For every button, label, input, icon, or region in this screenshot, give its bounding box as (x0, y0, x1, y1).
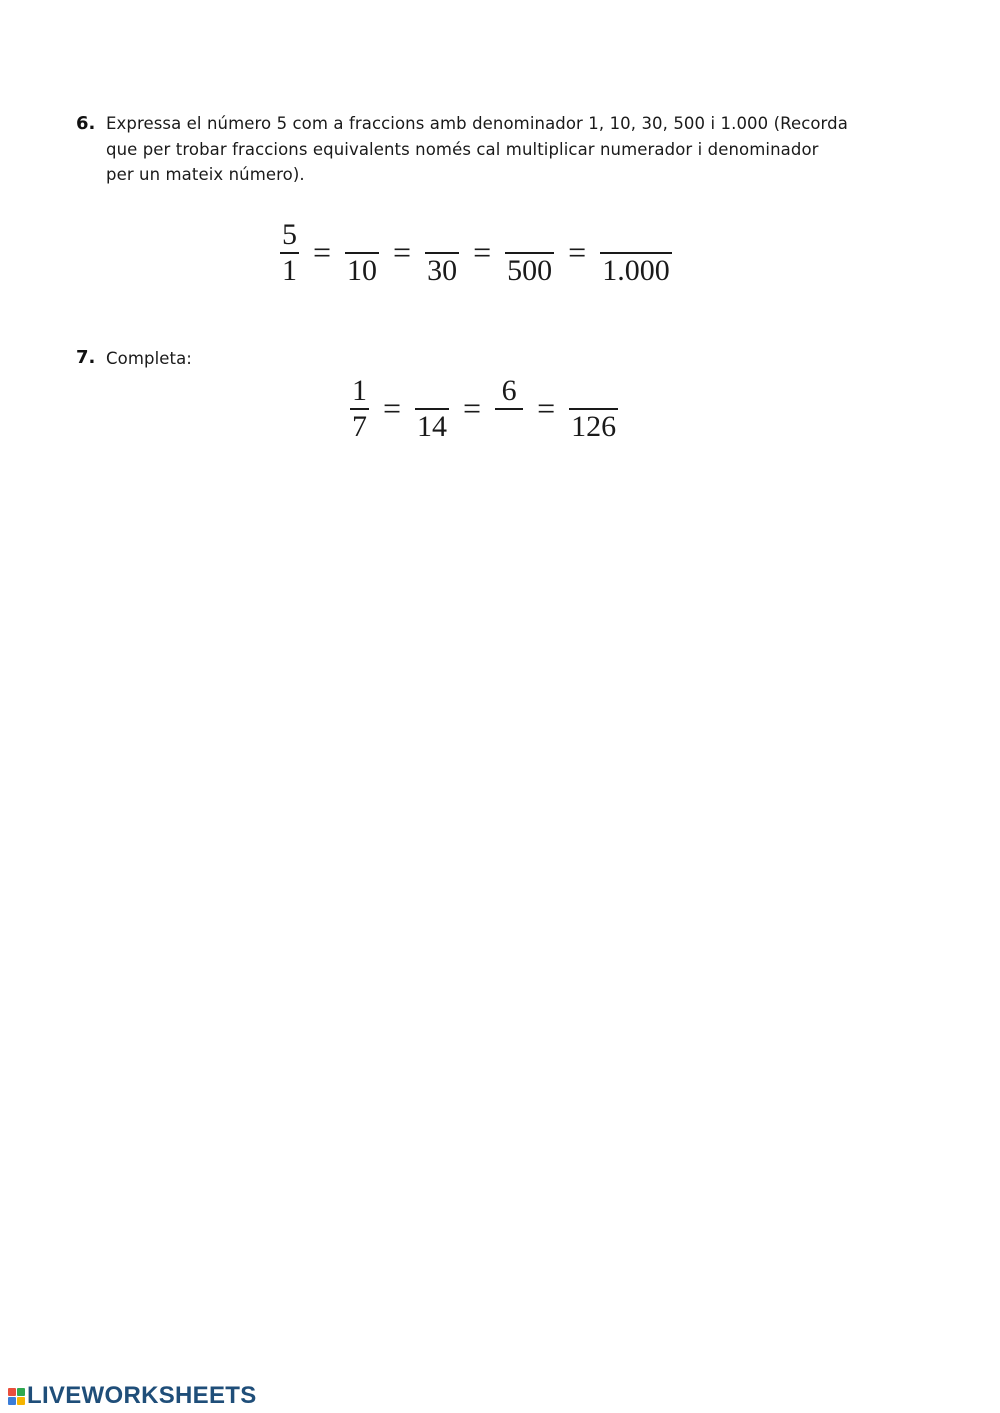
logo-square-icon (8, 1388, 16, 1396)
numerator-blank[interactable] (629, 218, 643, 252)
numerator: 5 (282, 218, 297, 251)
numerator: 6 (501, 374, 517, 407)
denominator: 14 (417, 410, 448, 443)
denominator: 500 (507, 254, 553, 287)
equals-sign: = (463, 390, 482, 426)
exercise-6-line-1: Expressa el número 5 com a fraccions amb denominador 1, 10, 30, 500 i 1.000 (Recorda (106, 114, 848, 133)
exercise-7-equation (350, 374, 618, 444)
liveworksheets-logo-icon (8, 1388, 25, 1405)
fraction-blank-over-30 (425, 218, 459, 288)
denominator-blank[interactable] (502, 410, 516, 444)
denominator: 126 (571, 410, 617, 443)
fraction-blank-over-500 (505, 218, 554, 288)
exercise-7-number: 7. (76, 347, 96, 368)
numerator-blank[interactable] (587, 374, 601, 408)
equals-sign: = (383, 390, 402, 426)
numerator: 1 (352, 374, 367, 407)
exercise-6-line-3: per un mateix número). (106, 165, 305, 184)
numerator-blank[interactable] (435, 218, 449, 252)
equals-sign: = (473, 234, 492, 270)
exercise-6-line-2: que per trobar fraccions equivalents només cal multiplicar numerador i denominador (106, 140, 819, 159)
fraction-1-over-7 (350, 374, 369, 444)
numerator-blank[interactable] (523, 218, 537, 252)
denominator: 7 (352, 410, 367, 443)
numerator-blank[interactable] (425, 374, 439, 408)
exercise-6-number: 6. (76, 113, 96, 134)
equals-sign: = (537, 390, 556, 426)
fraction-6-over-blank (495, 374, 523, 444)
fraction-blank-over-10 (345, 218, 379, 288)
denominator: 1 (282, 254, 297, 287)
fraction-5-over-1 (280, 218, 299, 288)
fraction-blank-over-14 (415, 374, 449, 444)
denominator: 1.000 (602, 254, 670, 287)
logo-square-icon (17, 1397, 25, 1405)
equals-sign: = (393, 234, 412, 270)
exercise-7-instruction: Completa: (106, 349, 192, 368)
equals-sign: = (568, 234, 587, 270)
numerator-blank[interactable] (355, 218, 369, 252)
fraction-blank-over-126 (569, 374, 618, 444)
brand-wordmark: LIVEWORKSHEETS (27, 1382, 257, 1409)
logo-square-icon (17, 1388, 25, 1396)
fraction-blank-over-1000 (600, 218, 672, 288)
denominator: 10 (347, 254, 378, 287)
logo-square-icon (8, 1397, 16, 1405)
footer-branding (8, 1382, 257, 1410)
exercise-6-equation (280, 218, 672, 288)
denominator: 30 (427, 254, 458, 287)
equals-sign: = (313, 234, 332, 270)
